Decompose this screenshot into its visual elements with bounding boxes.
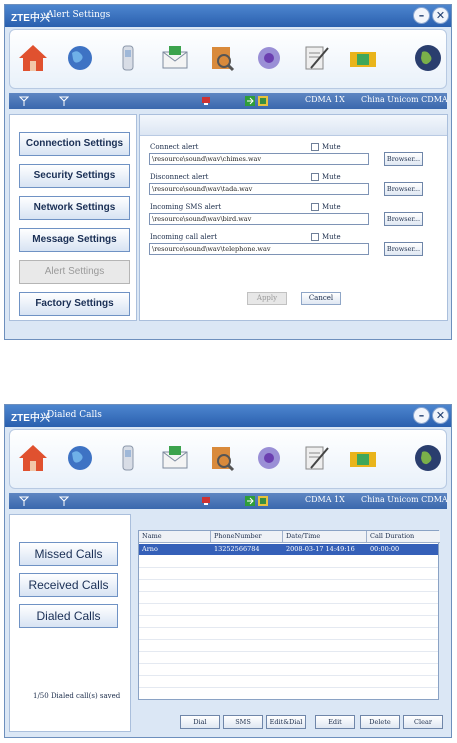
- call-alert-label: Incoming call alert: [150, 233, 218, 241]
- sim-card-icon[interactable]: [348, 442, 378, 474]
- security-settings-button[interactable]: Security Settings: [19, 164, 130, 188]
- cell-datetime: 2008-03-17 14:49:16: [286, 545, 355, 553]
- main-toolbar: [9, 29, 447, 89]
- sms-button[interactable]: SMS: [223, 715, 263, 729]
- panel-header: [140, 115, 447, 136]
- column-header-phone[interactable]: PhoneNumber: [211, 531, 283, 543]
- missed-calls-button[interactable]: Missed Calls: [19, 542, 118, 566]
- zte-logo: ZTE中兴: [11, 13, 50, 24]
- edit-button[interactable]: Edit: [315, 715, 355, 729]
- clear-button[interactable]: Clear: [403, 715, 443, 729]
- computer-connection-icon: [201, 96, 211, 106]
- disconnect-alert-mute-label: Mute: [322, 173, 341, 181]
- factory-settings-button[interactable]: Factory Settings: [19, 292, 130, 316]
- call-alert-mute-checkbox[interactable]: [311, 233, 319, 241]
- home-icon[interactable]: [18, 42, 48, 74]
- signal-antenna-icon: [19, 96, 29, 106]
- alert-settings-panel: [139, 114, 448, 321]
- call-alert-browse-button[interactable]: Browser...: [384, 242, 423, 256]
- call-alert-path-field[interactable]: \resource\sound\wav\telephone.wav: [149, 243, 369, 255]
- phone-icon[interactable]: [113, 42, 143, 74]
- sms-alert-mute-checkbox[interactable]: [311, 203, 319, 211]
- notes-pen-icon[interactable]: [301, 442, 331, 474]
- grid-line: [139, 603, 438, 604]
- transfer-arrow-icon: [245, 496, 255, 506]
- dialed-calls-table[interactable]: [138, 530, 439, 700]
- connect-alert-path-field[interactable]: \resource\sound\wav\chimes.wav: [149, 153, 369, 165]
- internet-globe-icon[interactable]: [65, 42, 95, 74]
- column-header-datetime[interactable]: Date/Time: [283, 531, 367, 543]
- network-type-label: CDMA 1X: [305, 495, 345, 504]
- disconnect-alert-mute-checkbox[interactable]: [311, 173, 319, 181]
- sms-envelope-icon[interactable]: [160, 442, 190, 474]
- message-settings-button[interactable]: Message Settings: [19, 228, 130, 252]
- disconnect-alert-browse-button[interactable]: Browser...: [384, 182, 423, 196]
- main-toolbar: [9, 429, 447, 489]
- title-bar: [5, 405, 451, 427]
- title-bar: [5, 5, 451, 27]
- grid-line: [139, 579, 438, 580]
- phonebook-icon[interactable]: [207, 42, 237, 74]
- dialed-calls-window: [4, 404, 452, 738]
- signal-strength-icon: [59, 96, 69, 106]
- grid-line: [139, 615, 438, 616]
- column-header-duration[interactable]: Call Duration: [367, 531, 440, 543]
- sms-alert-mute-label: Mute: [322, 203, 341, 211]
- transfer-arrow-icon: [245, 96, 255, 106]
- settings-gear-icon[interactable]: [254, 442, 284, 474]
- call-alert-mute-label: Mute: [322, 233, 341, 241]
- sim-card-icon[interactable]: [348, 42, 378, 74]
- signal-antenna-icon: [19, 496, 29, 506]
- cell-name: Arno: [142, 545, 158, 553]
- cell-duration: 00:00:00: [370, 545, 400, 553]
- connection-settings-button[interactable]: Connection Settings: [19, 132, 130, 156]
- dialed-calls-button[interactable]: Dialed Calls: [19, 604, 118, 628]
- alert-settings-window: [4, 4, 452, 340]
- grid-line: [139, 627, 438, 628]
- sms-alert-path-field[interactable]: \resource\sound\wav\bird.wav: [149, 213, 369, 225]
- delete-button[interactable]: Delete: [360, 715, 400, 729]
- computer-connection-icon: [201, 496, 211, 506]
- grid-line: [139, 675, 438, 676]
- message-status-icon: [258, 496, 268, 506]
- connect-alert-mute-label: Mute: [322, 143, 341, 151]
- grid-line: [139, 687, 438, 688]
- internet-globe-icon[interactable]: [65, 442, 95, 474]
- home-icon[interactable]: [18, 442, 48, 474]
- grid-line: [139, 663, 438, 664]
- edit-dial-button[interactable]: Edit&Dial: [266, 715, 306, 729]
- sms-alert-label: Incoming SMS alert: [150, 203, 222, 211]
- message-status-icon: [258, 96, 268, 106]
- close-button[interactable]: ✕: [432, 7, 449, 24]
- operator-label: China Unicom CDMA: [361, 495, 448, 504]
- disconnect-alert-path-field[interactable]: \resource\sound\wav\tada.wav: [149, 183, 369, 195]
- grid-line: [139, 639, 438, 640]
- operator-label: China Unicom CDMA: [361, 95, 448, 104]
- signal-strength-icon: [59, 496, 69, 506]
- minimize-button[interactable]: –: [413, 7, 430, 24]
- column-header-name[interactable]: Name: [139, 531, 211, 543]
- world-icon[interactable]: [413, 442, 443, 474]
- call-history-nav-panel: [9, 514, 131, 732]
- phone-icon[interactable]: [113, 442, 143, 474]
- close-button[interactable]: ✕: [432, 407, 449, 424]
- table-row[interactable]: [139, 544, 438, 555]
- connect-alert-label: Connect alert: [150, 143, 199, 151]
- network-settings-button[interactable]: Network Settings: [19, 196, 130, 220]
- network-type-label: CDMA 1X: [305, 95, 345, 104]
- saved-count-label: 1/50 Dialed call(s) saved: [33, 692, 121, 700]
- sms-envelope-icon[interactable]: [160, 42, 190, 74]
- connect-alert-mute-checkbox[interactable]: [311, 143, 319, 151]
- cell-phone: 13252566784: [214, 545, 260, 553]
- world-icon[interactable]: [413, 42, 443, 74]
- grid-line: [139, 591, 438, 592]
- apply-button[interactable]: Apply: [247, 292, 287, 305]
- status-bar: [9, 93, 447, 109]
- window-title: Dialed Calls: [47, 410, 102, 420]
- minimize-button[interactable]: –: [413, 407, 430, 424]
- connect-alert-browse-button[interactable]: Browser...: [384, 152, 423, 166]
- cancel-button[interactable]: Cancel: [301, 292, 341, 305]
- sms-alert-browse-button[interactable]: Browser...: [384, 212, 423, 226]
- settings-nav-panel: [9, 114, 137, 321]
- status-bar: [9, 493, 447, 509]
- grid-line: [139, 651, 438, 652]
- dial-button[interactable]: Dial: [180, 715, 220, 729]
- alert-settings-button[interactable]: Alert Settings: [19, 260, 130, 284]
- phonebook-icon[interactable]: [207, 442, 237, 474]
- grid-line: [139, 567, 438, 568]
- settings-gear-icon[interactable]: [254, 42, 284, 74]
- disconnect-alert-label: Disconnect alert: [150, 173, 209, 181]
- received-calls-button[interactable]: Received Calls: [19, 573, 118, 597]
- window-title: Alert Settings: [47, 10, 111, 20]
- zte-logo: ZTE中兴: [11, 413, 50, 424]
- notes-pen-icon[interactable]: [301, 42, 331, 74]
